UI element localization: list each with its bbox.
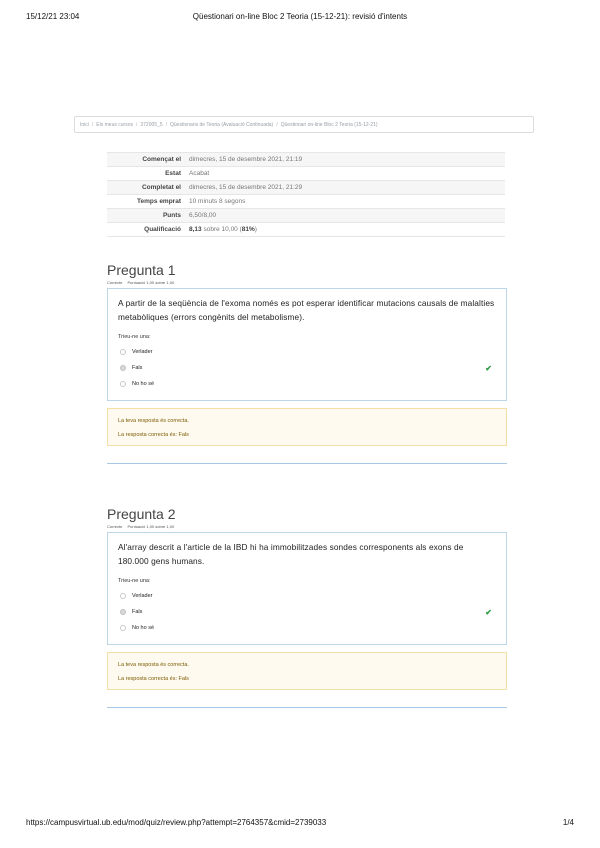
answer-option[interactable] <box>120 344 496 360</box>
radio-icon[interactable] <box>120 609 126 615</box>
radio-icon[interactable] <box>120 593 126 599</box>
check-icon: ✔ <box>485 363 492 373</box>
question-title: Pregunta 2 <box>107 506 176 522</box>
attempt-summary-table <box>107 152 505 237</box>
question-title: Pregunta 1 <box>107 262 176 278</box>
summary-label: Començat el <box>142 156 181 163</box>
grade-close: ) <box>254 226 257 233</box>
summary-row <box>107 195 505 209</box>
question-info <box>107 280 507 286</box>
question-text: Al'array descrit a l'article de la IBD hi ha immobilitzades sondes corresponents als exons de 180.000 gens humans. <box>118 542 464 566</box>
question-status: Correcte <box>107 280 123 285</box>
feedback-correct-answer: La resposta correcta és: Fals <box>118 432 189 438</box>
summary-row <box>107 153 505 167</box>
question-2 <box>107 506 507 708</box>
print-title: Qüestionari on-line Bloc 2 Teoria (15-12-21): revisió d'intents <box>192 12 408 21</box>
summary-label: Punts <box>162 212 181 219</box>
summary-label: Completat el <box>141 184 181 191</box>
breadcrumb-item-section[interactable]: Qüestionaris de Teoria (Avaluació Continuada) <box>170 121 274 128</box>
question-divider <box>107 707 507 708</box>
option-label: Verlader <box>132 349 153 355</box>
question-feedback <box>107 408 507 446</box>
print-header <box>26 12 574 26</box>
option-label: Verlader <box>132 593 153 599</box>
question-1 <box>107 262 507 464</box>
answer-prompt: Trieu-ne una: <box>118 334 151 340</box>
grade-scale: sobre 10,00 ( <box>201 226 242 233</box>
question-score: Puntuació 1,00 sobre 1,00 <box>127 280 175 285</box>
radio-icon[interactable] <box>120 381 126 387</box>
breadcrumb-item-courses[interactable]: Els meus cursos <box>96 121 133 128</box>
summary-label: Temps emprat <box>137 198 181 205</box>
radio-icon[interactable] <box>120 625 126 631</box>
answer-option[interactable] <box>120 588 496 604</box>
print-footer <box>26 818 574 832</box>
option-label: Fals <box>132 609 143 615</box>
radio-icon[interactable] <box>120 365 126 371</box>
summary-label: Qualificació <box>144 226 181 233</box>
summary-label: Estat <box>165 170 181 177</box>
answer-option[interactable] <box>120 376 496 392</box>
answer-option[interactable] <box>120 604 496 620</box>
option-label: No ho sé <box>132 381 155 387</box>
breadcrumb-item-home[interactable]: Inici <box>80 121 89 128</box>
breadcrumb-item-quiz[interactable]: Qüestionari on-line Bloc 2 Teoria (15-12-21) <box>280 121 378 128</box>
print-url: https://campusvirtual.ub.edu/mod/quiz/review.php?attempt=2764357&cmid=2739033 <box>26 818 327 827</box>
summary-value: dimecres, 15 de desembre 2021, 21:19 <box>189 156 303 163</box>
breadcrumb: Inici / Els meus cursos / 372005_5 / Qüestionaris de Teoria (Avaluació Continuada) / Qüestionari on-line Bloc 2 Teoria (15-12-21) <box>74 116 534 133</box>
question-info <box>107 524 507 530</box>
question-feedback <box>107 652 507 690</box>
feedback-result: La teva resposta és correcta. <box>118 418 189 424</box>
summary-value: 10 minuts 8 segons <box>189 198 246 205</box>
summary-row <box>107 181 505 195</box>
print-date: 15/12/21 23:04 <box>26 12 80 21</box>
question-content <box>107 288 507 401</box>
radio-icon[interactable] <box>120 349 126 355</box>
summary-row <box>107 223 505 237</box>
question-text: A partir de la seqüència de l'exoma només es pot esperar identificar mutacions causals de malalties metabòliques (errors congènits del metabolisme). <box>118 298 495 322</box>
question-score: Puntuació 1,00 sobre 1,00 <box>127 524 175 529</box>
breadcrumb-item-course[interactable]: 372005_5 <box>140 121 163 128</box>
summary-value: Acabat <box>189 170 210 177</box>
grade-value: 8,13 <box>189 226 202 233</box>
page-number: 1/4 <box>562 818 574 827</box>
option-label: No ho sé <box>132 625 155 631</box>
feedback-correct-answer: La resposta correcta és: Fals <box>118 676 189 682</box>
answer-option[interactable] <box>120 360 496 376</box>
summary-value <box>185 223 505 237</box>
question-status: Correcte <box>107 524 123 529</box>
answer-option[interactable] <box>120 620 496 636</box>
check-icon: ✔ <box>485 607 492 617</box>
grade-percent: 81% <box>241 226 255 233</box>
answer-prompt: Trieu-ne una: <box>118 578 151 584</box>
summary-value: dimecres, 15 de desembre 2021, 21:29 <box>189 184 303 191</box>
question-content <box>107 532 507 645</box>
summary-row <box>107 209 505 223</box>
option-label: Fals <box>132 365 143 371</box>
summary-value: 6,50/8,00 <box>189 212 217 219</box>
feedback-result: La teva resposta és correcta. <box>118 662 189 668</box>
question-divider <box>107 463 507 464</box>
summary-row <box>107 167 505 181</box>
